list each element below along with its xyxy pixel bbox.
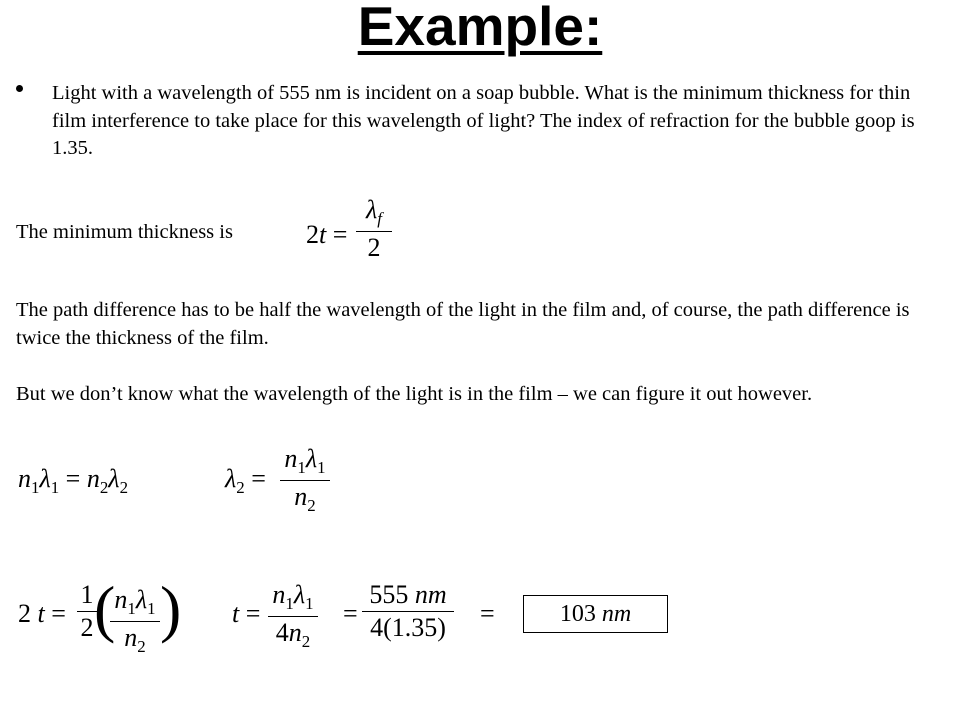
left-paren: ( bbox=[94, 573, 116, 644]
path-difference-text: The path difference has to be half the wavelength of the light in the film and, of course, the path difference is twice the thickness of the film. bbox=[16, 299, 910, 349]
equation-2t-lhs: 2t = bbox=[306, 220, 348, 249]
equation-numeric-fraction: 555 nm 4(1.35) bbox=[362, 582, 454, 641]
right-paren: ) bbox=[160, 573, 182, 644]
slide-title: Example: bbox=[357, 0, 603, 57]
equation-half-fraction: 1 2 bbox=[77, 582, 97, 641]
problem-statement bbox=[16, 80, 946, 163]
equation-t-lhs: t = bbox=[232, 599, 261, 628]
unknown-wavelength-text: But we don’t know what the wavelength of the light is in the film – we can figure it out however. bbox=[16, 383, 813, 405]
problem-text: Light with a wavelength of 555 nm is incident on a soap bubble. What is the minimum thickness for thin film interference to take place for this wavelength of light? The index of refraction for the bubble goop is 1.35. bbox=[52, 82, 915, 159]
equation-t-fraction: $n_1\lambda_1$ $4n_2$ bbox=[268, 582, 318, 651]
bullet-icon bbox=[16, 85, 23, 92]
answer-box bbox=[523, 595, 668, 633]
equation-lambda-f-fraction: $\lambda_f$ 2 bbox=[356, 197, 392, 261]
equals-sign: = bbox=[343, 599, 358, 628]
equation-2t-final-lhs: 2 t = bbox=[18, 599, 66, 628]
equation-n-lambda-fraction: $n_1\lambda_1$ $n_2$ bbox=[110, 587, 160, 656]
answer-value: 103 bbox=[559, 601, 596, 627]
answer-unit: nm bbox=[601, 601, 632, 627]
equation-lambda2-lhs: $\lambda_2$ = bbox=[225, 464, 266, 497]
equation-index-relation: $n_1\lambda_1 = n_2\lambda_2$ bbox=[18, 464, 129, 497]
equals-sign-2: = bbox=[480, 599, 495, 628]
min-thickness-label: The minimum thickness is bbox=[16, 221, 233, 243]
equation-lambda2-fraction: $n_1\lambda_1$ $n_2$ bbox=[280, 446, 330, 515]
